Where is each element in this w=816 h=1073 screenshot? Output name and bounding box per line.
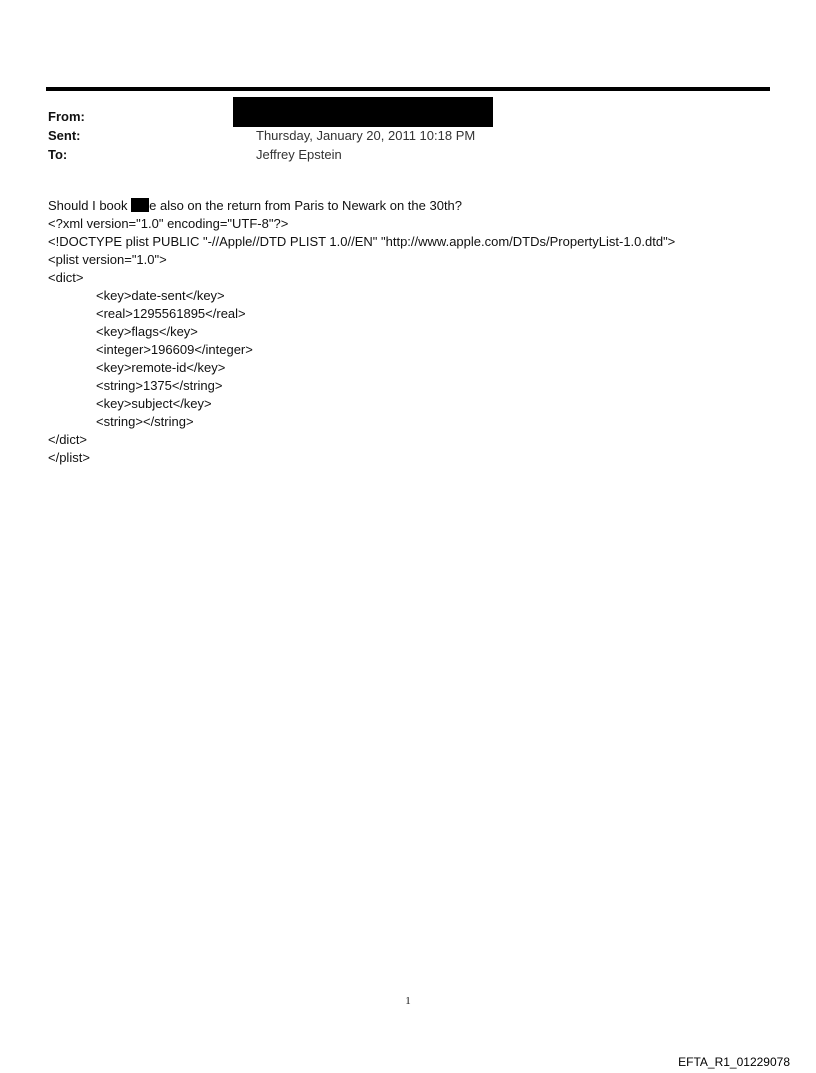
page-number: 1 [405, 995, 411, 1007]
to-row [48, 145, 748, 164]
to-value: Jeffrey Epstein [256, 147, 342, 162]
string-remote-id-line: <string>1375</string> [96, 378, 223, 393]
key-remote-id-line: <key>remote-id</key> [96, 360, 226, 375]
message-text-after: e also on the return from Paris to Newark on the 30th? [149, 198, 463, 213]
key-date-sent-line: <key>date-sent</key> [96, 288, 225, 303]
bates-number: EFTA_R1_01229078 [678, 1055, 790, 1069]
from-label: From: [48, 109, 85, 124]
sent-value: Thursday, January 20, 2011 10:18 PM [256, 128, 476, 143]
from-row [48, 107, 748, 126]
email-body [48, 197, 788, 467]
dict-close-line: </dict> [48, 432, 88, 447]
key-flags-line: <key>flags</key> [96, 324, 198, 339]
plist-close-line: </plist> [48, 450, 90, 465]
sent-row [48, 126, 748, 145]
sent-label: Sent: [48, 128, 81, 143]
string-subject-line: <string></string> [96, 414, 194, 429]
message-text-before: Should I book [48, 198, 132, 213]
integer-value-line: <integer>196609</integer> [96, 342, 253, 357]
message-line [48, 197, 788, 215]
xml-declaration-line: <?xml version="1.0" encoding="UTF-8"?> [48, 216, 289, 231]
to-label: To: [48, 147, 68, 162]
doctype-line: <!DOCTYPE plist PUBLIC "-//Apple//DTD PLIST 1.0//EN" "http://www.apple.com/DTDs/PropertyList-1.0.dtd"> [48, 234, 676, 249]
email-header [48, 107, 748, 164]
plist-open-line: <plist version="1.0"> [48, 252, 167, 267]
header-divider [46, 87, 770, 91]
real-value-line: <real>1295561895</real> [96, 306, 246, 321]
inline-redaction [131, 198, 149, 212]
dict-open-line: <dict> [48, 270, 84, 285]
key-subject-line: <key>subject</key> [96, 396, 212, 411]
